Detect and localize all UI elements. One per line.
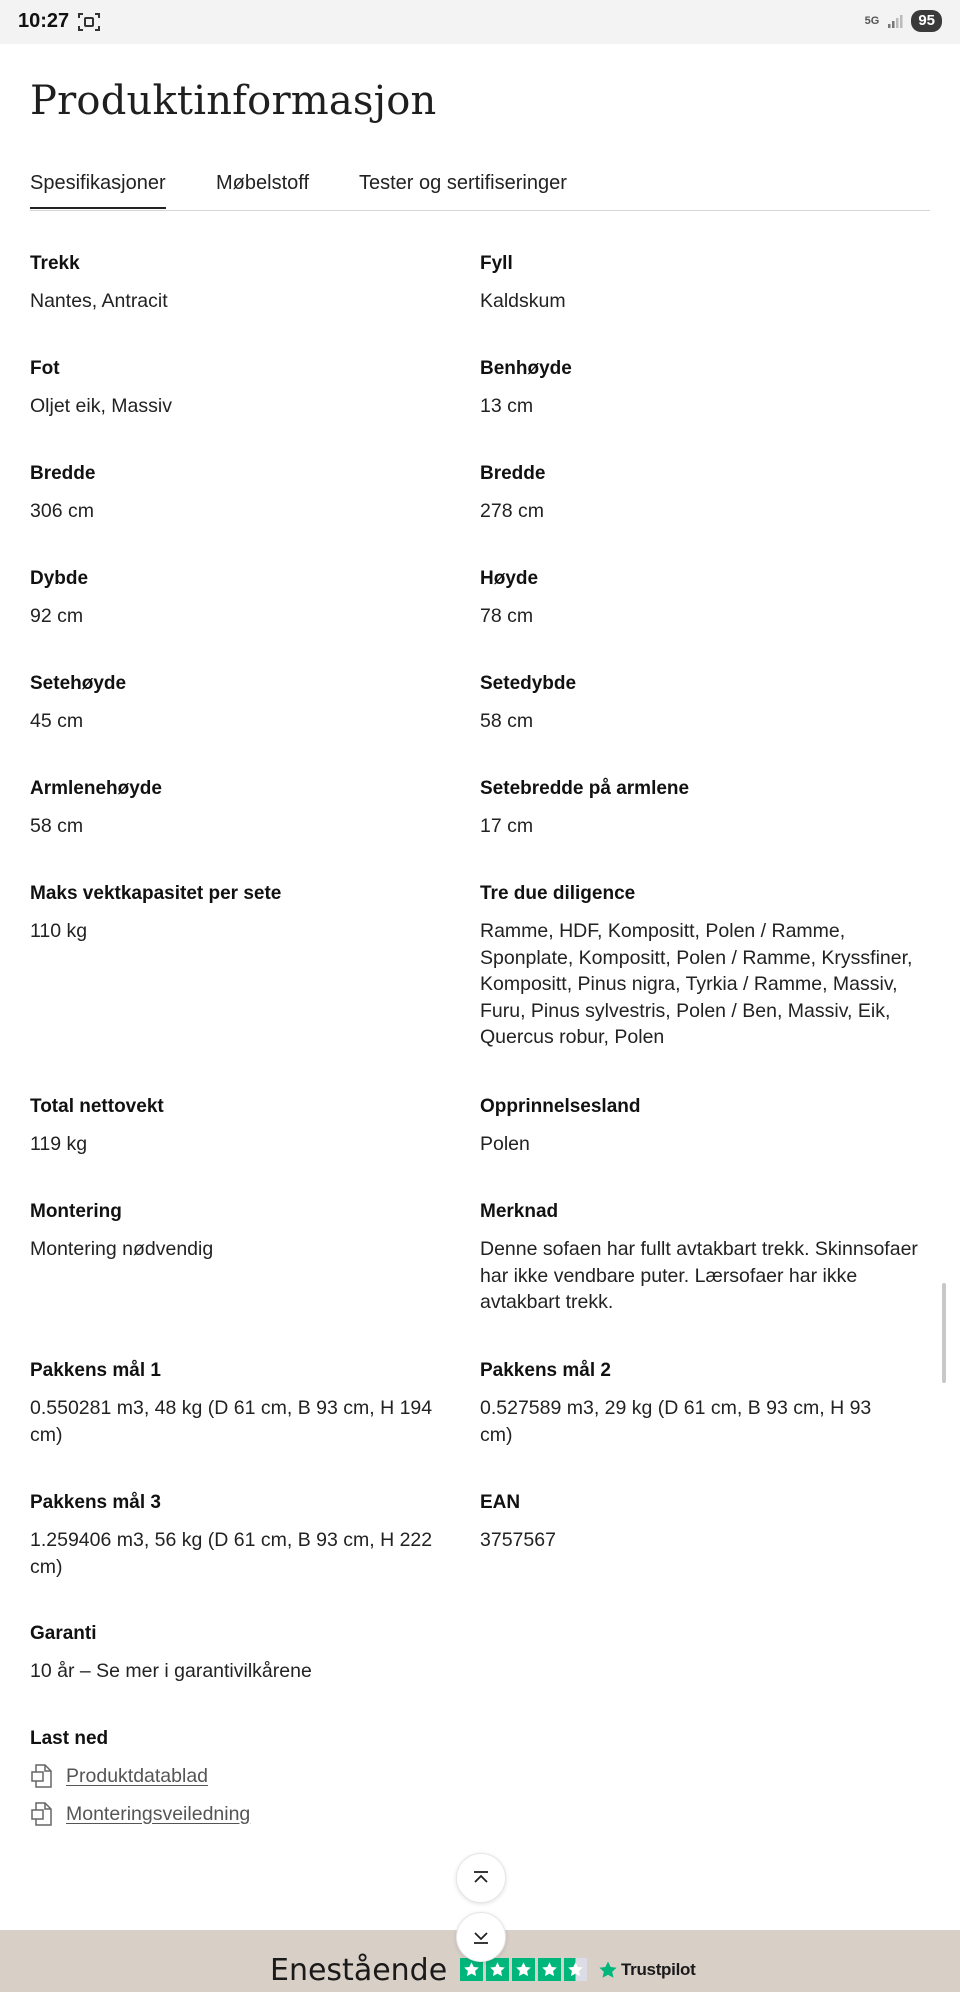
scroll-to-top-button[interactable] <box>456 1853 506 1903</box>
spec-value: 0.550281 m3, 48 kg (D 61 cm, B 93 cm, H 194 cm) <box>30 1397 433 1446</box>
spec-item <box>480 1096 920 1158</box>
spec-value: Ramme, HDF, Kompositt, Polen / Ramme, Sponplate, Kompositt, Polen / Ramme, Kryssfiner, Kompositt, Pinus nigra, Tyrkia / Ramme, Massiv, Furu, Pinus sylvestris, Polen / Ben, Massiv, Eik, Quercus robur, Polen <box>480 920 913 1048</box>
spec-item <box>480 1201 920 1316</box>
spec-item <box>480 253 920 315</box>
spec-item <box>480 1492 920 1554</box>
tab-bar <box>30 168 930 211</box>
spec-label: Setedybde <box>480 673 577 694</box>
download-label: Produktdatablad <box>66 1764 209 1787</box>
signal-icon <box>887 13 903 29</box>
warranty-value[interactable]: 10 år – Se mer i garantivilkårene <box>30 1660 312 1682</box>
star-icon <box>512 1958 535 1981</box>
spec-item <box>30 1096 450 1158</box>
spec-label: Montering <box>30 1201 122 1222</box>
spec-value: Nantes, Antracit <box>30 290 168 312</box>
tab-spesifikasjoner[interactable]: Spesifikasjoner <box>30 172 166 209</box>
spec-item <box>30 1201 450 1263</box>
spec-item <box>30 358 450 420</box>
spec-label: Garanti <box>30 1623 97 1644</box>
spec-value: Denne sofaen har fullt avtakbart trekk. Skinnsofaer har ikke vendbare puter. Lærsofaer har ikke avtakbart trekk. <box>480 1238 918 1313</box>
spec-label: Pakkens mål 2 <box>480 1360 611 1381</box>
spec-value: 3757567 <box>480 1529 556 1551</box>
status-right <box>865 10 942 32</box>
spec-value: 17 cm <box>480 815 534 837</box>
spec-value: 45 cm <box>30 710 84 732</box>
spec-item <box>30 568 450 630</box>
spec-label: Setebredde på armlene <box>480 778 690 799</box>
trustpilot-brand: Trustpilot <box>621 1960 696 1979</box>
spec-value: 110 kg <box>30 920 88 942</box>
spec-value: Montering nødvendig <box>30 1238 214 1260</box>
spec-label: Dybde <box>30 568 89 589</box>
spec-value: 0.527589 m3, 29 kg (D 61 cm, B 93 cm, H 93 cm) <box>480 1397 872 1446</box>
spec-label: Fot <box>30 358 60 379</box>
spec-value: 119 kg <box>30 1133 88 1155</box>
download-link-produktdatablad[interactable] <box>30 1762 208 1790</box>
spec-value: Polen <box>480 1133 530 1155</box>
star-icon <box>538 1958 561 1981</box>
document-icon <box>30 1800 54 1828</box>
spec-item <box>30 883 450 945</box>
spec-label: Total nettovekt <box>30 1096 164 1117</box>
spec-value: 13 cm <box>480 395 534 417</box>
spec-label: Bredde <box>30 463 96 484</box>
spec-label: Pakkens mål 3 <box>30 1492 161 1513</box>
spec-item <box>480 883 920 1051</box>
spec-item <box>30 253 450 315</box>
trustpilot-star-icon <box>598 1960 618 1980</box>
spec-label: Tre due diligence <box>480 883 636 904</box>
status-bar <box>0 0 960 44</box>
download-label: Monteringsveiledning <box>66 1802 251 1825</box>
spec-value: 92 cm <box>30 605 84 627</box>
spec-item <box>480 778 920 840</box>
spec-item <box>30 463 450 525</box>
chevron-down-icon <box>471 1927 491 1947</box>
spec-item <box>480 568 920 630</box>
star-icon <box>486 1958 509 1981</box>
spec-item <box>480 1360 905 1448</box>
spec-value: 58 cm <box>30 815 84 837</box>
download-link-monteringsveiledning[interactable] <box>30 1800 250 1828</box>
spec-item <box>30 1623 530 1685</box>
spec-value: Kaldskum <box>480 290 566 312</box>
spec-label: Høyde <box>480 568 539 589</box>
spec-label: Fyll <box>480 253 513 274</box>
spec-item <box>30 1492 455 1580</box>
spec-label: Bredde <box>480 463 546 484</box>
spec-item <box>480 673 920 735</box>
spec-label: EAN <box>480 1492 521 1513</box>
scrollbar[interactable] <box>942 1283 946 1383</box>
screenshot-icon <box>78 12 100 32</box>
rating-text: Enestående <box>270 1953 448 1988</box>
spec-label: Setehøyde <box>30 673 127 694</box>
spec-label: Merknad <box>480 1201 559 1222</box>
spec-value: 58 cm <box>480 710 534 732</box>
spec-label: Trekk <box>30 253 80 274</box>
battery-badge: 95 <box>911 10 942 32</box>
status-time: 10:27 <box>18 10 70 32</box>
downloads-title: Last ned <box>30 1728 109 1749</box>
spec-item <box>30 673 450 735</box>
spec-value: 78 cm <box>480 605 534 627</box>
half-star-icon <box>564 1958 587 1981</box>
tab-mobelstoff[interactable]: Møbelstoff <box>216 172 309 194</box>
chevron-up-icon <box>471 1868 491 1888</box>
document-icon <box>30 1762 54 1790</box>
spec-item <box>480 358 920 420</box>
page-title: Produktinformasjon <box>30 78 437 124</box>
spec-item <box>30 1360 455 1448</box>
spec-value: 306 cm <box>30 500 94 522</box>
network-indicator: 5G <box>864 15 880 27</box>
tab-tester-og-sertifiseringer[interactable]: Tester og sertifiseringer <box>359 172 567 194</box>
spec-item <box>480 463 920 525</box>
scroll-down-button[interactable] <box>456 1912 506 1962</box>
spec-value: Oljet eik, Massiv <box>30 395 172 417</box>
spec-value: 1.259406 m3, 56 kg (D 61 cm, B 93 cm, H 222 cm) <box>30 1529 433 1578</box>
spec-label: Maks vektkapasitet per sete <box>30 883 282 904</box>
spec-label: Armlenehøyde <box>30 778 162 799</box>
spec-item <box>30 778 450 840</box>
spec-label: Pakkens mål 1 <box>30 1360 161 1381</box>
spec-label: Benhøyde <box>480 358 572 379</box>
spec-value: 278 cm <box>480 500 544 522</box>
spec-label: Opprinnelsesland <box>480 1096 641 1117</box>
trustpilot-logo <box>598 1960 695 1980</box>
